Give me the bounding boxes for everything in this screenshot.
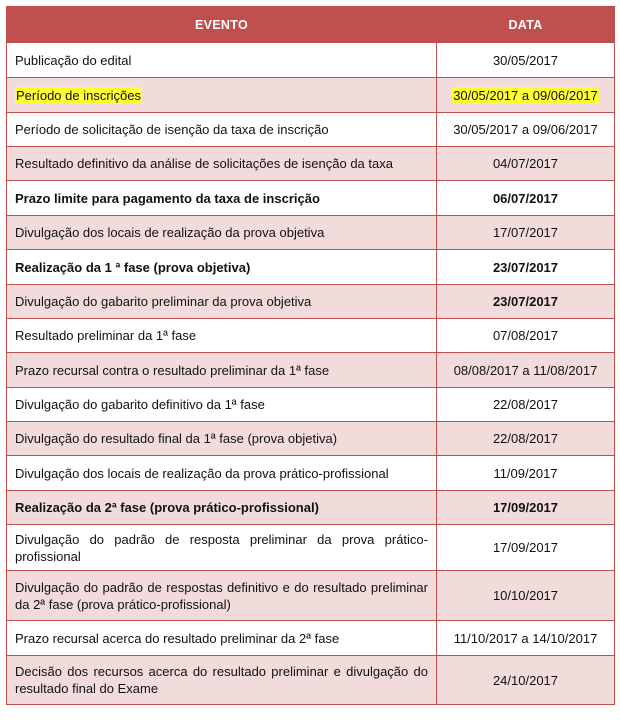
data-cell: 22/08/2017 bbox=[437, 388, 615, 422]
table-row bbox=[7, 113, 615, 147]
table-row bbox=[7, 656, 615, 705]
table-row bbox=[7, 571, 615, 621]
evento-cell: Resultado definitivo da análise de solicitações de isenção da taxa bbox=[7, 147, 437, 181]
table-header-row bbox=[7, 7, 615, 43]
data-cell: 22/08/2017 bbox=[437, 422, 615, 456]
table-row bbox=[7, 456, 615, 491]
data-cell bbox=[437, 78, 615, 113]
evento-cell: Decisão dos recursos acerca do resultado preliminar e divulgação do resultado final do Exame bbox=[7, 656, 437, 705]
evento-cell: Prazo recursal contra o resultado preliminar da 1ª fase bbox=[7, 353, 437, 388]
table-row bbox=[7, 216, 615, 250]
evento-cell: Resultado preliminar da 1ª fase bbox=[7, 319, 437, 353]
table-row bbox=[7, 422, 615, 456]
data-cell: 17/09/2017 bbox=[437, 525, 615, 571]
evento-cell: Período de solicitação de isenção da taxa de inscrição bbox=[7, 113, 437, 147]
evento-cell: Prazo recursal acerca do resultado preliminar da 2ª fase bbox=[7, 621, 437, 656]
table-row bbox=[7, 621, 615, 656]
evento-cell: Divulgação do gabarito preliminar da prova objetiva bbox=[7, 285, 437, 319]
data-cell: 30/05/2017 a 09/06/2017 bbox=[437, 113, 615, 147]
data-cell: 11/09/2017 bbox=[437, 456, 615, 491]
table-row bbox=[7, 319, 615, 353]
table-row bbox=[7, 250, 615, 285]
data-cell: 10/10/2017 bbox=[437, 571, 615, 621]
table-row bbox=[7, 147, 615, 181]
evento-cell: Divulgação do padrão de respostas definitivo e do resultado preliminar da 2ª fase (prova prático-profissional) bbox=[7, 571, 437, 621]
evento-cell: Publicação do edital bbox=[7, 43, 437, 78]
data-cell: 17/07/2017 bbox=[437, 216, 615, 250]
table-row bbox=[7, 525, 615, 571]
evento-cell: Divulgação dos locais de realização da prova objetiva bbox=[7, 216, 437, 250]
column-header-evento: EVENTO bbox=[7, 7, 437, 43]
evento-cell: Realização da 2ª fase (prova prático-profissional) bbox=[7, 491, 437, 525]
data-cell: 30/05/2017 bbox=[437, 43, 615, 78]
schedule-table bbox=[6, 6, 615, 705]
evento-cell: Realização da 1 ª fase (prova objetiva) bbox=[7, 250, 437, 285]
evento-cell: Prazo limite para pagamento da taxa de inscrição bbox=[7, 181, 437, 216]
table-row bbox=[7, 285, 615, 319]
table-row bbox=[7, 388, 615, 422]
data-cell: 23/07/2017 bbox=[437, 250, 615, 285]
column-header-data: DATA bbox=[437, 7, 615, 43]
data-cell: 04/07/2017 bbox=[437, 147, 615, 181]
evento-cell bbox=[7, 78, 437, 113]
data-cell: 07/08/2017 bbox=[437, 319, 615, 353]
data-cell: 08/08/2017 a 11/08/2017 bbox=[437, 353, 615, 388]
data-cell: 11/10/2017 a 14/10/2017 bbox=[437, 621, 615, 656]
evento-cell: Divulgação do resultado final da 1ª fase (prova objetiva) bbox=[7, 422, 437, 456]
data-cell: 17/09/2017 bbox=[437, 491, 615, 525]
table-row bbox=[7, 353, 615, 388]
table-row bbox=[7, 181, 615, 216]
highlight-mark: Período de inscrições bbox=[16, 87, 142, 103]
highlight-mark: 30/05/2017 a 09/06/2017 bbox=[453, 87, 598, 103]
evento-cell: Divulgação do gabarito definitivo da 1ª fase bbox=[7, 388, 437, 422]
data-cell: 23/07/2017 bbox=[437, 285, 615, 319]
evento-cell: Divulgação dos locais de realização da prova prático-profissional bbox=[7, 456, 437, 491]
table-row bbox=[7, 491, 615, 525]
data-cell: 06/07/2017 bbox=[437, 181, 615, 216]
data-cell: 24/10/2017 bbox=[437, 656, 615, 705]
schedule-table-container bbox=[6, 6, 614, 705]
table-row bbox=[7, 43, 615, 78]
table-row-highlighted bbox=[7, 78, 615, 113]
evento-cell: Divulgação do padrão de resposta preliminar da prova prático-profissional bbox=[7, 525, 437, 571]
